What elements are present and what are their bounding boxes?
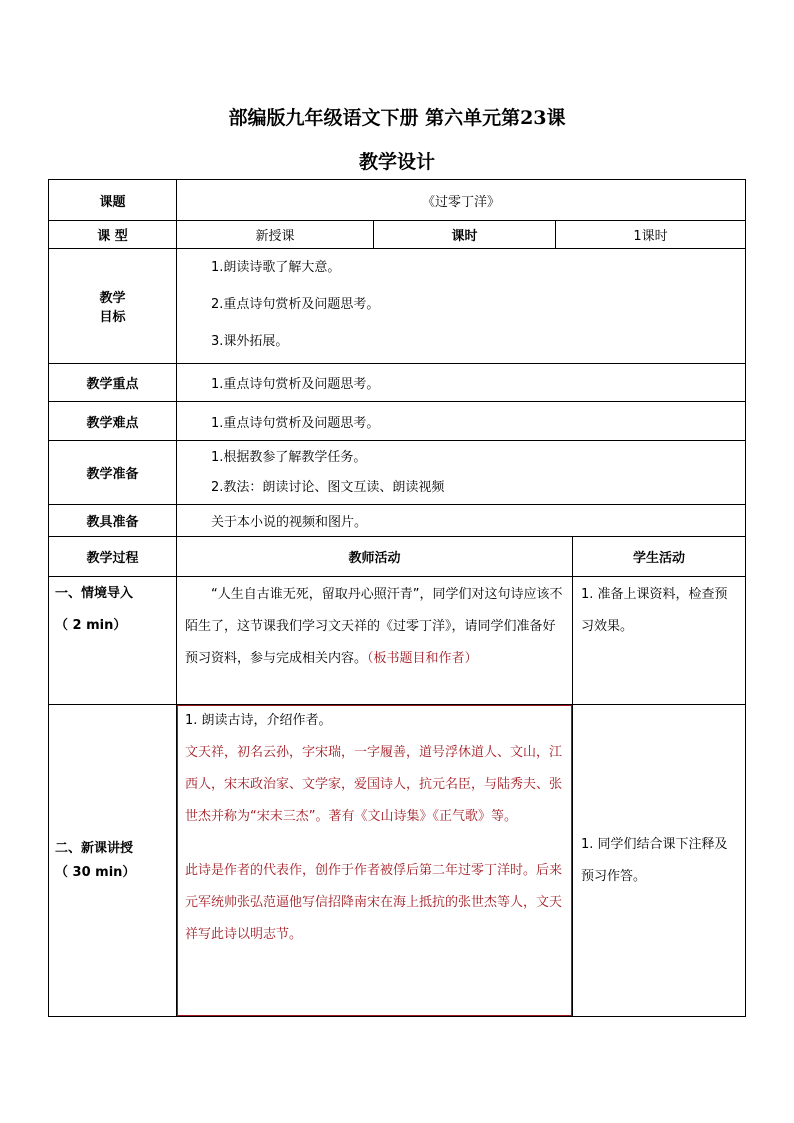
step1-row	[49, 577, 746, 705]
prep-row	[49, 441, 746, 505]
step1-time: （ 2 min）	[55, 618, 127, 633]
type-value: 新授课	[177, 221, 374, 249]
goals-row	[49, 249, 746, 364]
step1-teacher-note: （板书题目和作者）	[367, 651, 478, 666]
difficulty-value: 1.重点诗句赏析及问题思考。	[177, 402, 746, 441]
topic-label: 课题	[49, 180, 177, 221]
process-header: 教学过程	[49, 537, 177, 577]
teacher-header: 教师活动	[177, 537, 573, 577]
goals-label	[49, 249, 177, 364]
step2-teacher	[177, 705, 573, 1017]
step2-teacher-p3: 此诗是作者的代表作，创作于作者被俘后第二年过零丁洋时。后来元军统帅张弘范逼他写信招降南宋在海上抵抗的张世杰等人，文天祥写此诗以明志节。	[185, 863, 563, 942]
step1-student	[573, 577, 746, 705]
topic-value: 《过零丁洋》	[177, 180, 746, 221]
step1-name: 一、情境导入	[55, 586, 134, 601]
step1-label	[49, 577, 177, 705]
key-label: 教学重点	[49, 364, 177, 402]
step2-student-text: 1. 同学们结合课下注释及预习作答。	[581, 836, 728, 884]
type-row	[49, 221, 746, 249]
hours-label: 课时	[374, 221, 556, 249]
step1-teacher-text: “人生自古谁无死，留取丹心照汗青”，同学们对这句诗应该不陌生了，这节课我们学习文天祥的《过零丁洋》，请同学们准备好预习资料，参与完成相关内容。	[185, 587, 563, 666]
page-subtitle: 教学设计	[358, 151, 435, 173]
page-title: 部编版九年级语文下册 第六单元第23课	[228, 107, 566, 129]
step2-student	[573, 705, 746, 1017]
lesson-plan-table	[48, 179, 746, 1017]
topic-row	[49, 180, 746, 221]
tools-value: 关于本小说的视频和图片。	[177, 505, 746, 537]
step2-time: （ 30 min）	[55, 864, 136, 880]
goal-item: 3.课外拓展。	[211, 334, 289, 349]
step1-student-text: 1. 准备上课资料，检查预习效果。	[581, 587, 728, 634]
difficulty-row	[49, 402, 746, 441]
tools-row	[49, 505, 746, 537]
step2-teacher-p2: 文天祥，初名云孙，字宋瑞，一字履善，道号浮休道人、文山，江西人，宋末政治家、文学家，爱国诗人，抗元名臣，与陆秀夫、张世杰并称为“宋末三杰”。著有《文山诗集》《正气歌》等。	[185, 745, 563, 824]
difficulty-label: 教学难点	[49, 402, 177, 441]
goals-list	[177, 249, 746, 364]
step2-label	[49, 705, 177, 1017]
key-value: 1.重点诗句赏析及问题思考。	[177, 364, 746, 402]
goals-label-line-2: 目标	[99, 310, 126, 325]
key-row	[49, 364, 746, 402]
prep-label: 教学准备	[49, 441, 177, 505]
prep-item: 2.教法：朗读讨论、图文互读、朗读视频	[211, 479, 445, 495]
type-label: 课 型	[49, 221, 177, 249]
goal-item: 2.重点诗句赏析及问题思考。	[211, 297, 380, 312]
step2-row	[49, 705, 746, 1017]
step2-teacher-p1: 1. 朗读古诗，介绍作者。	[185, 713, 332, 728]
student-header: 学生活动	[573, 537, 746, 577]
goal-item: 1.朗读诗歌了解大意。	[211, 260, 341, 275]
goals-label-line-1: 教学	[99, 291, 126, 306]
hours-value: 1课时	[556, 221, 746, 249]
prep-item: 1.根据教参了解教学任务。	[211, 449, 367, 465]
prep-list	[177, 441, 746, 505]
process-header-row	[49, 537, 746, 577]
step1-teacher	[177, 577, 573, 705]
tools-label: 教具准备	[49, 505, 177, 537]
step2-name: 二、新课讲授	[55, 840, 134, 856]
